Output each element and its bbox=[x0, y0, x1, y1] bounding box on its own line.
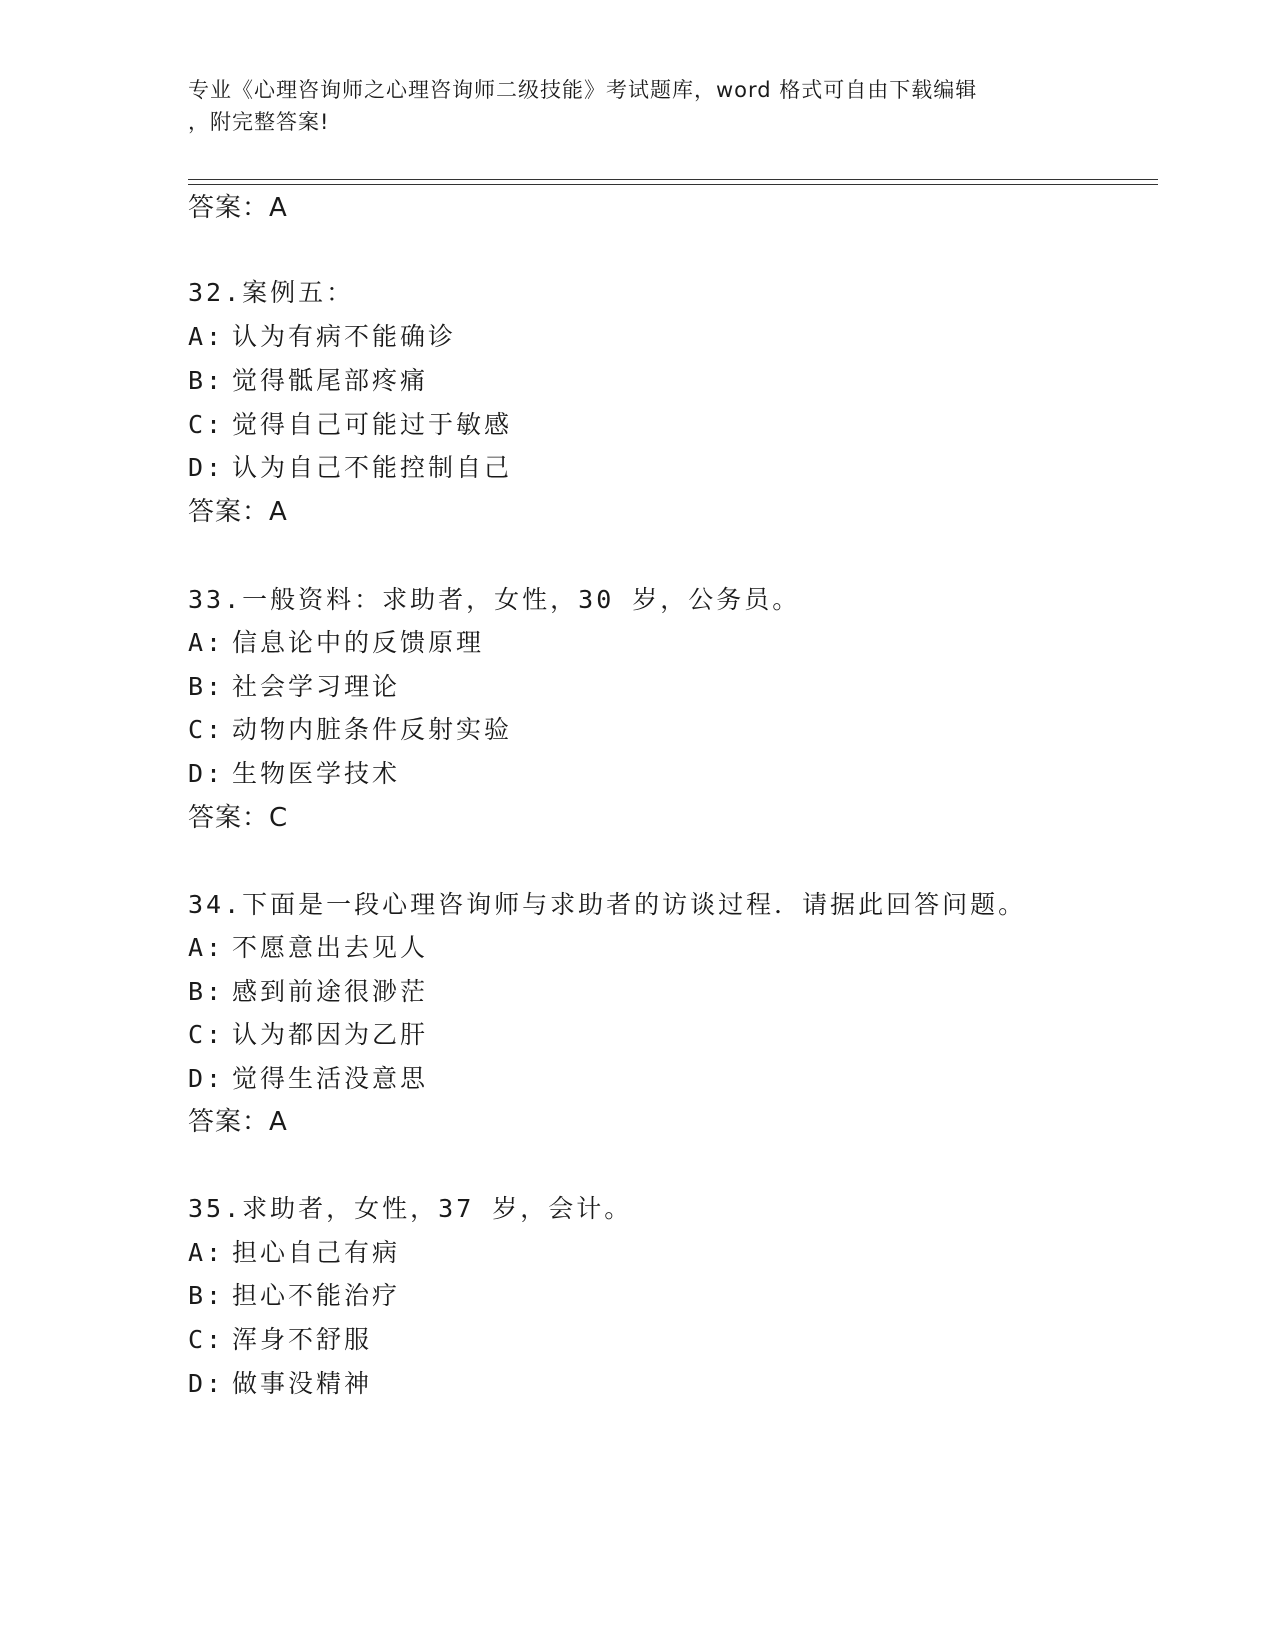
option-label: B: bbox=[188, 366, 225, 395]
option-label: A: bbox=[188, 1238, 225, 1267]
option-text: 担心自己有病 bbox=[232, 1238, 401, 1267]
option-text: 感到前途很渺茫 bbox=[232, 977, 429, 1006]
option-text: 觉得骶尾部疼痛 bbox=[232, 366, 429, 395]
answer-line: 答案：A bbox=[188, 1107, 288, 1137]
header-line-1: 专业《心理咨询师之心理咨询师二级技能》考试题库，word 格式可自由下载编辑 bbox=[188, 78, 978, 102]
document-header bbox=[188, 74, 1088, 138]
option-text: 觉得自己可能过于敏感 bbox=[232, 410, 513, 439]
option-label: B: bbox=[188, 672, 225, 701]
option-text: 认为都因为乙肝 bbox=[232, 1020, 429, 1049]
option-row bbox=[188, 410, 512, 440]
option-row bbox=[188, 1369, 372, 1399]
option-label: B: bbox=[188, 1281, 225, 1310]
question-stem: 35.求助者，女性，37 岁，会计。 bbox=[188, 1194, 633, 1223]
header-rule-bottom bbox=[188, 184, 1158, 185]
option-row bbox=[188, 933, 428, 963]
option-label: C: bbox=[188, 1325, 225, 1354]
option-row bbox=[188, 977, 428, 1007]
option-row bbox=[188, 366, 428, 396]
option-label: D: bbox=[188, 759, 225, 788]
option-text: 浑身不舒服 bbox=[232, 1325, 373, 1354]
option-row bbox=[188, 715, 512, 745]
question-stem: 34.下面是一段心理咨询师与求助者的访谈过程．请据此回答问题。 bbox=[188, 890, 1027, 919]
option-text: 不愿意出去见人 bbox=[232, 933, 429, 962]
option-text: 认为自己不能控制自己 bbox=[232, 453, 513, 482]
option-label: D: bbox=[188, 1064, 225, 1093]
option-row bbox=[188, 1020, 428, 1050]
answer-line: 答案：A bbox=[188, 497, 288, 527]
option-row bbox=[188, 1325, 372, 1355]
option-label: C: bbox=[188, 1020, 225, 1049]
option-row bbox=[188, 1281, 400, 1311]
option-row bbox=[188, 672, 400, 702]
question-stem: 33.一般资料：求助者，女性，30 岁，公务员。 bbox=[188, 585, 801, 614]
answer-line: 答案：C bbox=[188, 803, 289, 833]
option-text: 生物医学技术 bbox=[232, 759, 401, 788]
option-label: A: bbox=[188, 933, 225, 962]
option-row bbox=[188, 322, 456, 352]
option-text: 动物内脏条件反射实验 bbox=[232, 715, 513, 744]
header-rule-top bbox=[188, 179, 1158, 180]
option-row bbox=[188, 1238, 400, 1268]
option-row bbox=[188, 1064, 428, 1094]
option-label: C: bbox=[188, 410, 225, 439]
answer-line: 答案：A bbox=[188, 193, 288, 223]
option-label: B: bbox=[188, 977, 225, 1006]
option-label: A: bbox=[188, 322, 225, 351]
option-label: D: bbox=[188, 453, 225, 482]
option-text: 担心不能治疗 bbox=[232, 1281, 401, 1310]
option-row bbox=[188, 453, 512, 483]
header-line-2: ，附完整答案! bbox=[188, 110, 330, 134]
option-text: 觉得生活没意思 bbox=[232, 1064, 429, 1093]
option-text: 社会学习理论 bbox=[232, 672, 401, 701]
option-label: C: bbox=[188, 715, 225, 744]
option-text: 做事没精神 bbox=[232, 1369, 373, 1398]
option-text: 信息论中的反馈原理 bbox=[232, 628, 485, 657]
option-label: A: bbox=[188, 628, 225, 657]
option-text: 认为有病不能确诊 bbox=[232, 322, 457, 351]
option-row bbox=[188, 628, 484, 658]
option-label: D: bbox=[188, 1369, 225, 1398]
option-row bbox=[188, 759, 400, 789]
question-stem: 32.案例五： bbox=[188, 278, 355, 307]
